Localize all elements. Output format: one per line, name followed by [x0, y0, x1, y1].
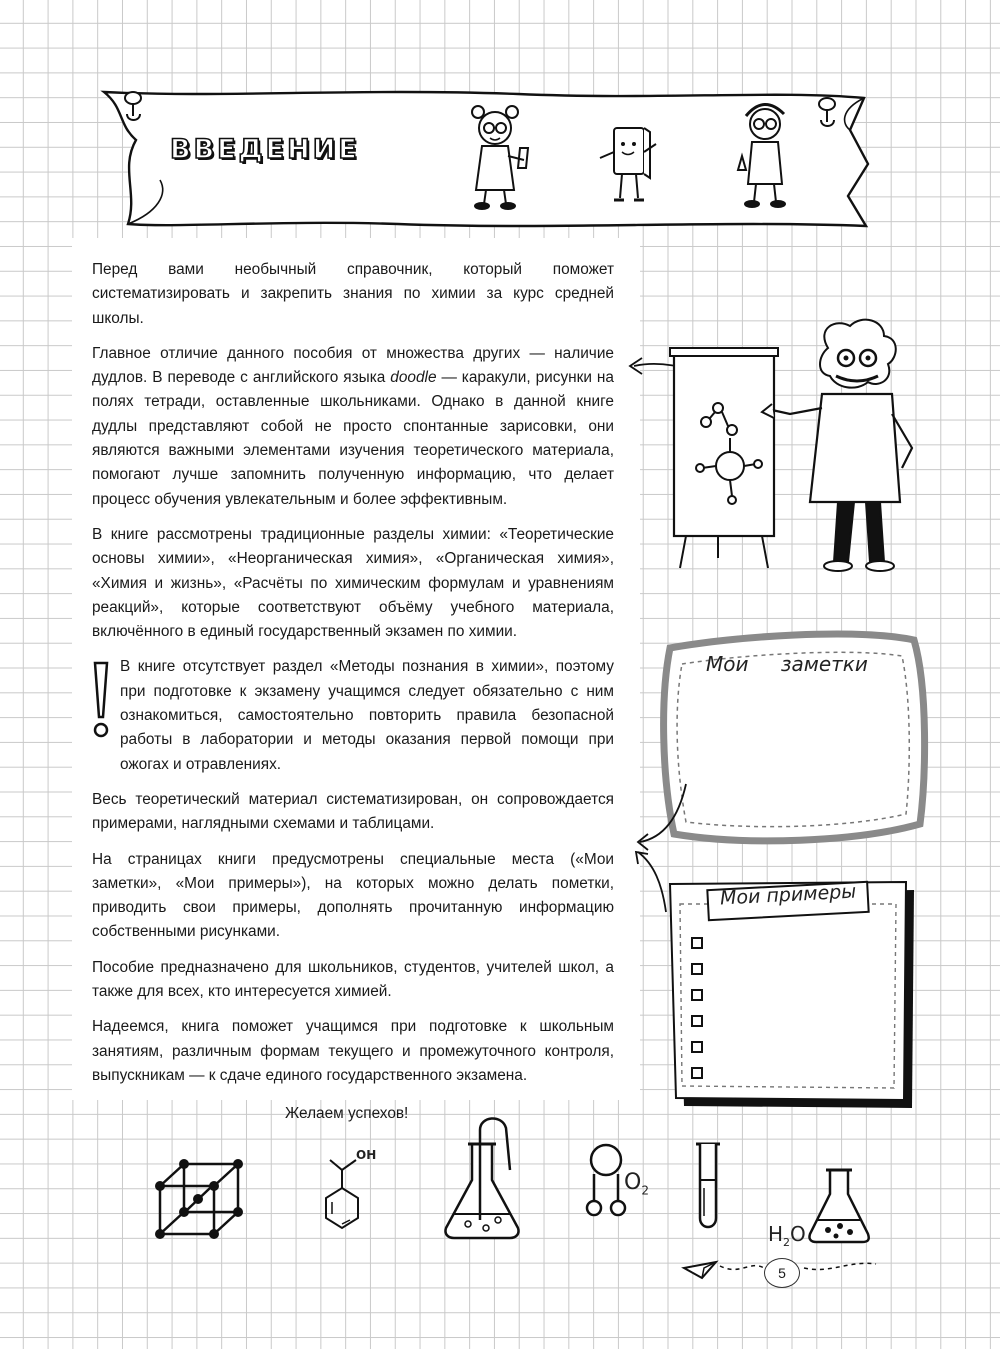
paragraph: В книге рассмотрены традиционные разделы химии: «Теоретические основы химии», «Неорганическая химия», «Органическая химия», «Химия и жизнь», «Расчёты по химическим формулам и уравнениям реакций», которые соответствуют объёму учебного материала, включённого в единый государственный экзамен по химии.	[92, 525, 614, 641]
paragraph	[92, 342, 614, 512]
flask-with-tube-icon	[440, 1110, 530, 1240]
conical-flask-icon	[806, 1164, 872, 1244]
note-text: В книге отсутствует раздел «Методы познания в химии», поэтому при подготовке к экзамену учащимся следует обязательно с ним ознакомиться, самостоятельно повторить правила безопасной работы в лаборатории и методы оказания первой помощи при ожогах и отравлениях.	[120, 658, 614, 773]
intro-text	[92, 258, 614, 1138]
exclamation-icon	[90, 661, 112, 739]
closing-line: Желаем успехов!	[285, 1105, 409, 1123]
water-oxygen: O	[790, 1222, 806, 1246]
arrow-icon	[626, 780, 696, 920]
pin-icon	[118, 90, 148, 124]
notes-label: Мои заметки	[706, 652, 868, 676]
paragraph-part: — каракули, рисунки на полях тетради, оставленные школьниками. Однако в данной книге дудлы представляют собой не просто спонтанные зарисовки, они являются важными элементами изучения теоретического материала, помогают лучше запомнить полученную информацию, что делает процесс обучения увлекательным и более эффективным.	[92, 369, 614, 508]
boy-scientist-icon	[734, 98, 800, 210]
paragraph: На страницах книги предусмотрены специальные места («Мои заметки», «Мои примеры»), на которых можно делать пометки, приводить свои примеры, дополнять прочитанную информацию собственными рисунками.	[92, 850, 614, 941]
page-number: 5	[764, 1258, 800, 1288]
book-character-icon	[592, 124, 662, 208]
oxygen-subscript: 2	[641, 1183, 649, 1198]
paragraph: Надеемся, книга поможет учащимся при подготовке к школьным занятиям, различным формам текущего и промежуточного контроля, выпускникам — к сдаче единого государственного экзамена.	[92, 1018, 614, 1084]
paragraph: Весь теоретический материал систематизирован, он сопровождается примерами, наглядными схемами и таблицами.	[92, 790, 614, 833]
examples-label: Мои примеры	[719, 880, 857, 910]
pin-icon	[812, 96, 842, 130]
page-title: ВВЕДЕНИЕ	[170, 134, 360, 165]
professor-board-icon	[622, 318, 942, 578]
examples-box	[668, 880, 922, 1112]
paragraph: Пособие предназначено для школьников, студентов, учителей школ, а также для всех, кто интересуется химией.	[92, 958, 614, 1001]
water-subscript: 2	[783, 1236, 791, 1249]
acid-label: OH	[356, 1148, 377, 1162]
paragraph-part: Главное отличие данного пособия от множества других — наличие дудлов. В переводе с английского языка	[92, 344, 614, 387]
water-formula	[768, 1222, 806, 1249]
oxygen-formula	[624, 1170, 649, 1197]
note-paragraph	[92, 655, 614, 776]
paragraph: Перед вами необычный справочник, который поможет систематизировать и закрепить знания по химии за курс средней школы.	[92, 261, 614, 327]
water-hydrogen: H	[768, 1222, 784, 1246]
doodle-term: doodle	[390, 369, 437, 387]
oxygen-symbol: O	[624, 1170, 642, 1195]
test-tube-icon	[688, 1140, 728, 1232]
girl-scientist-icon	[462, 98, 542, 214]
crystal-lattice-icon	[148, 1156, 248, 1242]
